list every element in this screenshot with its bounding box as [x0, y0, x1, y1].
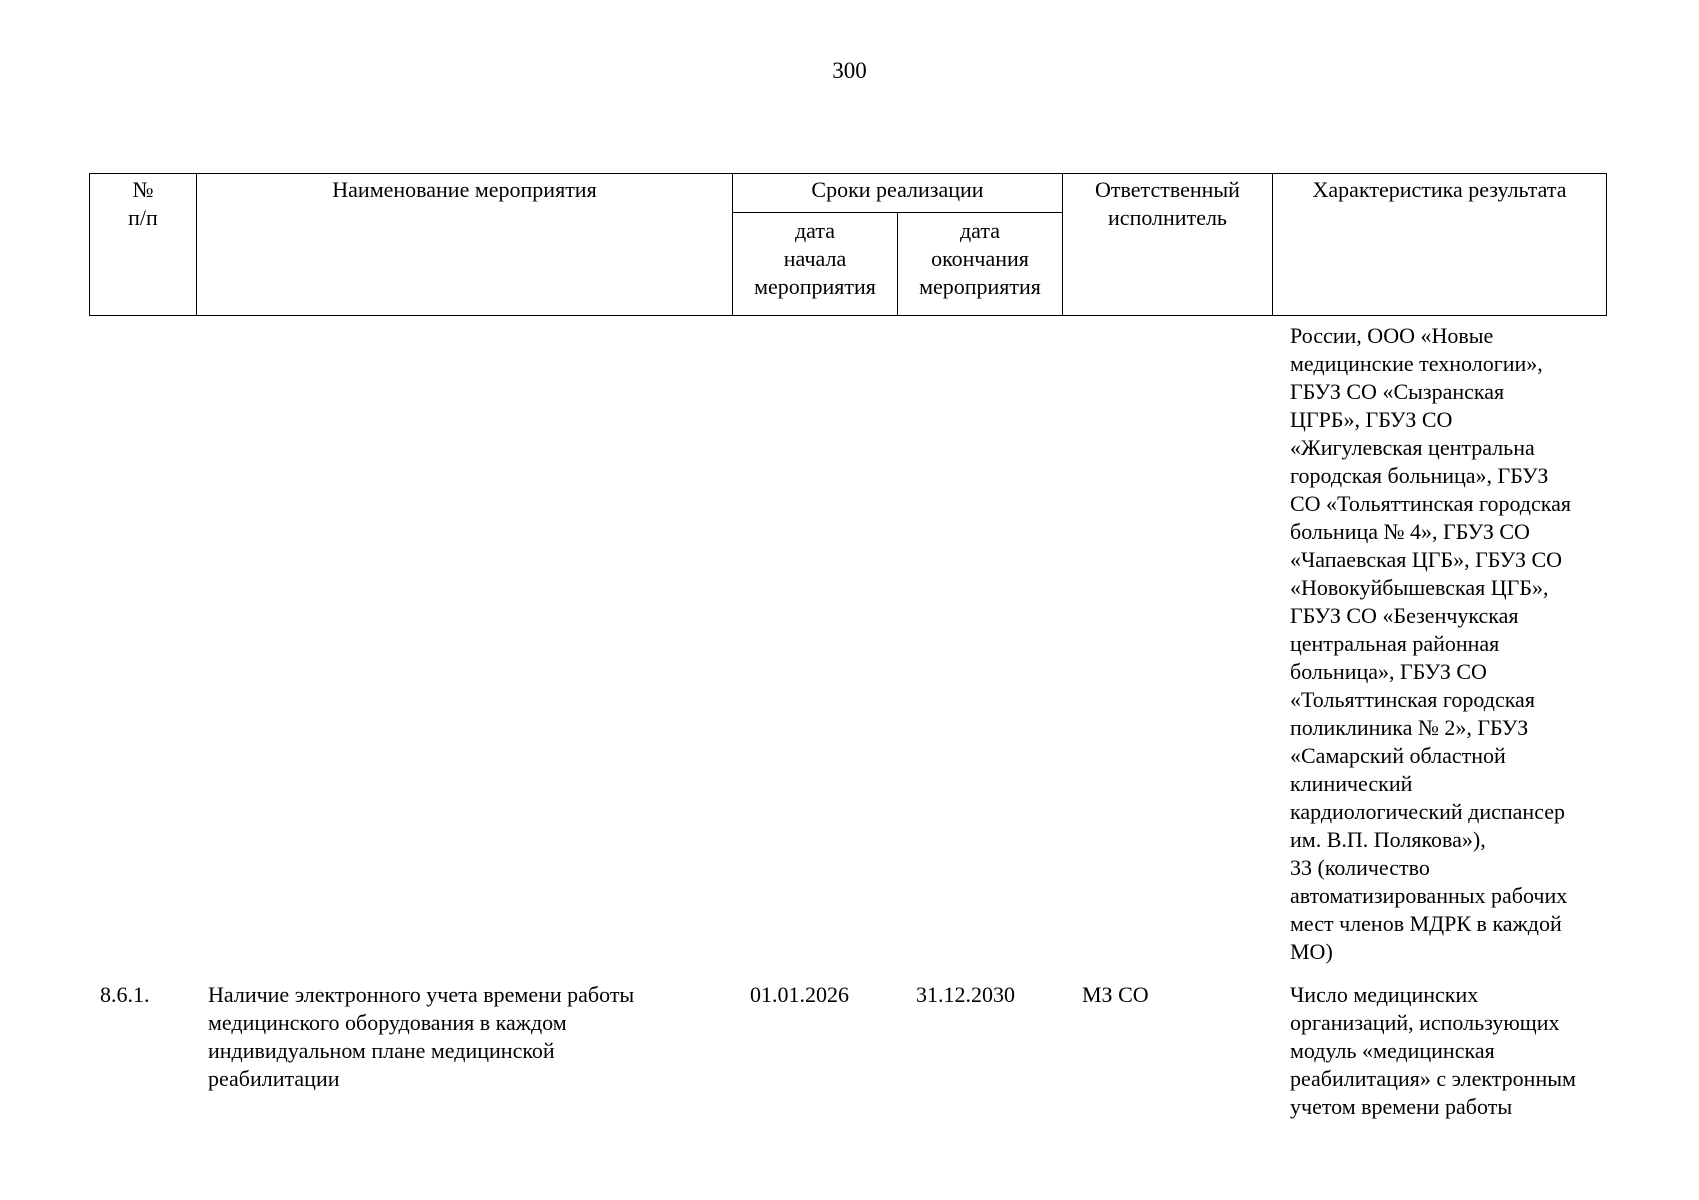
header-start-date: дата начала мероприятия	[733, 213, 898, 316]
result-continuation-text: России, ООО «Новые медицинские технологии», ГБУЗ СО «Сызранская ЦГРБ», ГБУЗ СО «Жигулевская центральна городская больница», ГБУЗ СО «Тольяттинская городская больница № 4», ГБУЗ СО «Чапаевская ЦГБ», ГБУЗ СО «Новокуйбышевская ЦГБ», ГБУЗ СО «Безенчукская центральная районная больница», ГБУЗ СО «Тольяттинская городская поликлиника № 2», ГБУЗ «Самарский областной клинический кардиологический диспансер им. В.П. Полякова»), 33 (количество автоматизированных рабочих мест членов МДРК в каждой МО)	[1290, 323, 1572, 964]
header-num: № п/п	[90, 174, 197, 316]
header-terms: Сроки реализации	[733, 174, 1063, 213]
header-name: Наименование мероприятия	[197, 174, 733, 316]
row-name: Наличие электронного учета времени работы медицинского оборудования в каждом индивидуальном плане медицинской реабилитации	[208, 982, 635, 1091]
row-end-date: 31.12.2030	[916, 982, 1015, 1007]
row-result: Число медицинских организаций, использующих модуль «медицинская реабилитация» с электронным учетом времени работы	[1290, 982, 1576, 1119]
row-start-date: 01.01.2026	[750, 982, 849, 1007]
header-end-date: дата окончания мероприятия	[898, 213, 1063, 316]
row-num: 8.6.1.	[100, 982, 150, 1007]
page-number: 300	[832, 58, 867, 83]
header-result: Характеристика результата	[1273, 174, 1607, 316]
table-header	[89, 173, 1607, 316]
header-responsible: Ответственный исполнитель	[1063, 174, 1273, 316]
row-responsible: МЗ СО	[1082, 982, 1149, 1007]
